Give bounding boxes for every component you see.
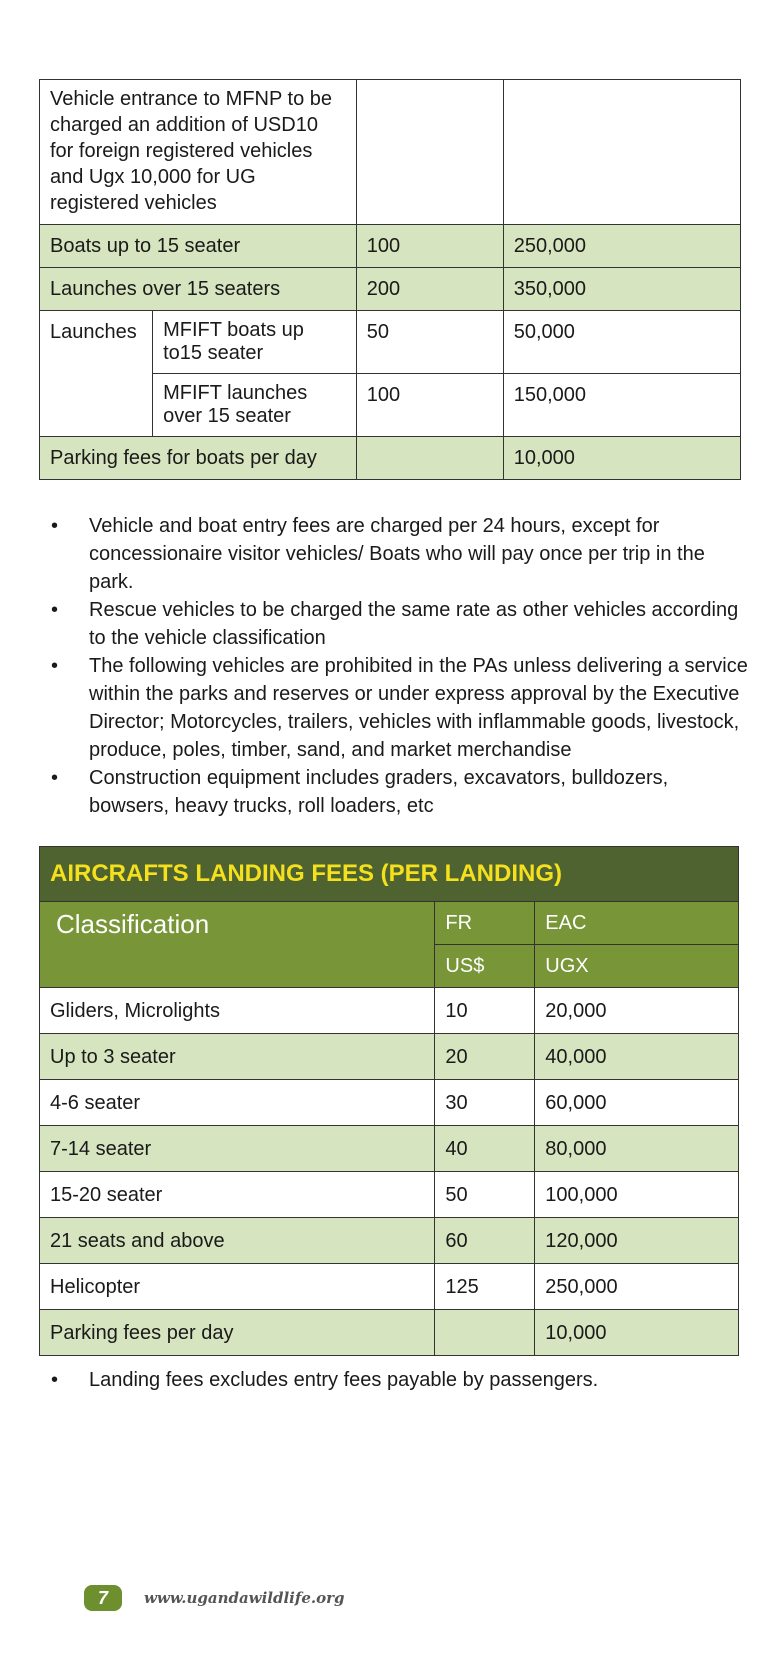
fr-header: FR	[435, 902, 535, 945]
fr-cell	[435, 1310, 535, 1356]
table-row	[40, 1264, 739, 1310]
eac-cell: 10,000	[503, 437, 740, 480]
bullet-icon: •	[51, 655, 59, 677]
table-row	[40, 1126, 739, 1172]
eac-cell: 40,000	[535, 1034, 739, 1080]
table-row	[40, 1310, 739, 1356]
eac-cell: 250,000	[503, 225, 740, 268]
eac-unit-header: UGX	[535, 945, 739, 988]
table-title: AIRCRAFTS LANDING FEES (PER LANDING)	[40, 847, 739, 902]
table-header-row	[40, 902, 739, 945]
eac-cell	[503, 80, 740, 225]
aircraft-notes-list	[45, 1366, 750, 1394]
table-row	[40, 80, 741, 225]
table-row	[40, 1080, 739, 1126]
fr-cell: 50	[356, 311, 503, 374]
table-row	[40, 225, 741, 268]
note-text: Landing fees excludes entry fees payable by passengers.	[89, 1369, 599, 1391]
row-label: MFIFT launches over 15 seater	[153, 374, 357, 437]
fr-cell: 20	[435, 1034, 535, 1080]
launches-group-label: Launches	[40, 311, 153, 437]
vehicle-notes-list	[45, 512, 750, 820]
table-row	[40, 437, 741, 480]
eac-header: EAC	[535, 902, 739, 945]
eac-cell: 50,000	[503, 311, 740, 374]
fr-cell: 10	[435, 988, 535, 1034]
row-label: Parking fees for boats per day	[40, 437, 357, 480]
fr-cell: 200	[356, 268, 503, 311]
row-label: Boats up to 15 seater	[40, 225, 357, 268]
fr-cell: 60	[435, 1218, 535, 1264]
website-link[interactable]: www.ugandawildlife.org	[144, 1589, 345, 1607]
page-number: 7	[84, 1585, 122, 1611]
note-text: Construction equipment includes graders, excavators, bulldozers, bowsers, heavy trucks, roll loaders, etc	[89, 767, 669, 817]
table-title-row	[40, 847, 739, 902]
fr-cell: 100	[356, 374, 503, 437]
note-text: The following vehicles are prohibited in the PAs unless delivering a service within the parks and reserves or under express approval by the Executive Director; Motorcycles, trailers, vehicles with inflammable goods, livestock, produce, poles, timber, sand, and market merchandise	[89, 655, 748, 761]
list-item	[45, 1366, 750, 1394]
aircraft-landing-fees-table	[39, 846, 739, 1356]
eac-cell: 350,000	[503, 268, 740, 311]
note-text: Rescue vehicles to be charged the same rate as other vehicles according to the vehicle classification	[89, 599, 739, 649]
table-row	[40, 988, 739, 1034]
fr-cell: 100	[356, 225, 503, 268]
list-item	[45, 652, 750, 764]
row-label: 15-20 seater	[40, 1172, 435, 1218]
bullet-icon: •	[51, 515, 59, 537]
list-item	[45, 512, 750, 596]
bullet-icon: •	[51, 1369, 59, 1391]
eac-cell: 100,000	[535, 1172, 739, 1218]
eac-cell: 20,000	[535, 988, 739, 1034]
fr-unit-header: US$	[435, 945, 535, 988]
fr-cell: 30	[435, 1080, 535, 1126]
row-label: Gliders, Microlights	[40, 988, 435, 1034]
fr-cell: 125	[435, 1264, 535, 1310]
bullet-icon: •	[51, 599, 59, 621]
vehicle-fees-table	[39, 79, 741, 480]
eac-cell: 10,000	[535, 1310, 739, 1356]
page-footer	[84, 1585, 345, 1611]
row-label: Parking fees per day	[40, 1310, 435, 1356]
eac-cell: 250,000	[535, 1264, 739, 1310]
eac-cell: 80,000	[535, 1126, 739, 1172]
row-label: Vehicle entrance to MFNP to be charged an addition of USD10 for foreign registered vehicles and Ugx 10,000 for UG registered vehicles	[40, 80, 357, 225]
row-label: Launches over 15 seaters	[40, 268, 357, 311]
row-label: Helicopter	[40, 1264, 435, 1310]
table-row	[40, 311, 741, 374]
eac-cell: 150,000	[503, 374, 740, 437]
fr-cell	[356, 437, 503, 480]
fr-cell: 40	[435, 1126, 535, 1172]
row-label: 7-14 seater	[40, 1126, 435, 1172]
table-row	[40, 1172, 739, 1218]
table-row	[40, 1034, 739, 1080]
row-label: 21 seats and above	[40, 1218, 435, 1264]
table-row	[40, 1218, 739, 1264]
classification-header: Classification	[40, 902, 435, 988]
eac-cell: 60,000	[535, 1080, 739, 1126]
row-label: 4-6 seater	[40, 1080, 435, 1126]
row-label: MFIFT boats up to15 seater	[153, 311, 357, 374]
list-item	[45, 596, 750, 652]
fr-cell	[356, 80, 503, 225]
bullet-icon: •	[51, 767, 59, 789]
list-item	[45, 764, 750, 820]
table-row	[40, 268, 741, 311]
row-label: Up to 3 seater	[40, 1034, 435, 1080]
eac-cell: 120,000	[535, 1218, 739, 1264]
note-text: Vehicle and boat entry fees are charged per 24 hours, except for concessionaire visitor vehicles/ Boats who will pay once per trip in the park.	[89, 515, 705, 593]
fr-cell: 50	[435, 1172, 535, 1218]
